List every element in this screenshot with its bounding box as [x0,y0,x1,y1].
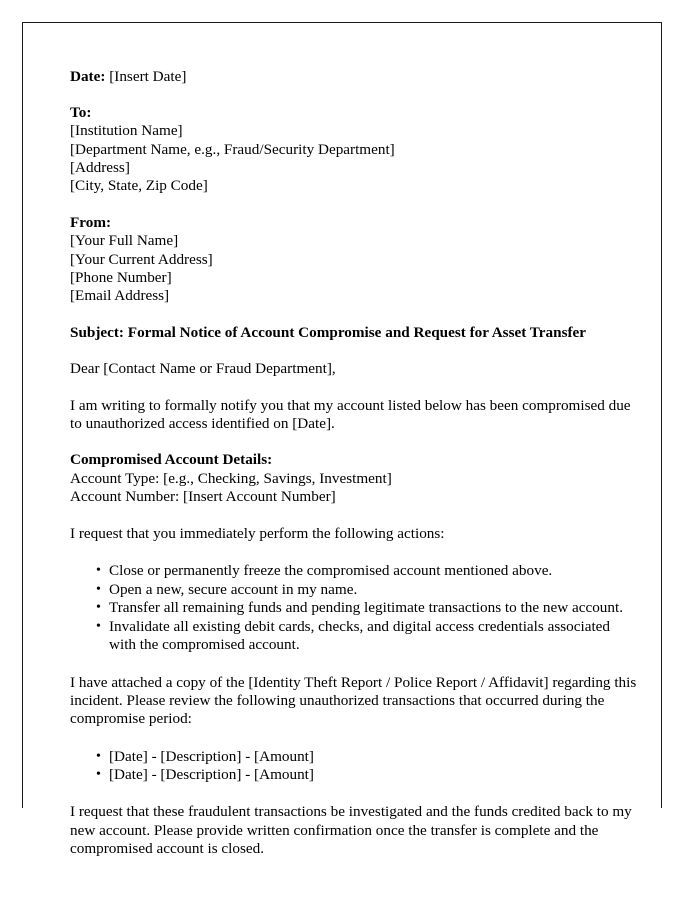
to-line-address: [Address] [70,158,130,176]
recipient-block [70,104,640,195]
from-line-email: [Email Address] [70,287,170,305]
spacer [70,86,640,104]
actions-intro-paragraph: I request that you immediately perform the following actions: [70,525,445,543]
spacer [70,433,640,451]
spacer [70,655,640,674]
spacer [70,784,640,803]
closing-paragraph: I request that these fraudulent transactions be investigated and the funds credited back to my new account. Please provide written confirmation once the transfer is complete and the compromised account is closed. [70,803,632,857]
requested-actions-list [70,562,640,654]
spacer [70,379,640,397]
to-line-department: [Department Name, e.g., Fraud/Security Department] [70,140,395,158]
salutation: Dear [Contact Name or Fraud Department], [70,360,336,378]
to-line-city-state-zip: [City, State, Zip Code] [70,177,208,195]
account-type-line: Account Type: [e.g., Checking, Savings, Investment] [70,469,392,487]
list-item: • [Date] - [Description] - [Amount] [109,748,640,766]
list-item: • Invalidate all existing debit cards, checks, and digital access credentials associated with the compromised account. [109,618,640,655]
account-number-line: Account Number: [Insert Account Number] [70,487,336,505]
spacer [70,729,640,748]
attachment-paragraph: I have attached a copy of the [Identity Theft Report / Police Report / Affidavit] regarding this incident. Please review the following unauthorized transactions that occurred during the compromise period: [70,673,637,728]
from-line-name: [Your Full Name] [70,232,179,250]
date-line [70,68,640,86]
sender-block [70,214,640,305]
opening-paragraph: I am writing to formally notify you that my account listed below has been compromised due to unauthorized access identified on [Date]. [70,396,631,433]
unauthorized-transactions-list [70,748,640,784]
list-item: • [Date] - [Description] - [Amount] [109,766,640,784]
letter-body [70,68,640,858]
list-item: • Transfer all remaining funds and pending legitimate transactions to the new account. [109,599,640,617]
spacer [70,342,640,360]
document-page-frame [22,22,662,857]
date-value: [Insert Date] [109,68,187,85]
date-label: Date: [70,68,106,85]
account-details-heading: Compromised Account Details: [70,451,273,469]
to-line-institution: [Institution Name] [70,122,183,140]
spacer [70,195,640,214]
list-item: • Close or permanently freeze the compromised account mentioned above. [109,562,640,580]
from-label: From: [70,214,112,232]
account-details-block [70,451,640,506]
from-line-address: [Your Current Address] [70,250,213,268]
spacer [70,305,640,324]
subject-line: Subject: Formal Notice of Account Compromise and Request for Asset Transfer [70,324,587,342]
to-label: To: [70,104,92,122]
spacer [70,543,640,562]
from-line-phone: [Phone Number] [70,268,172,286]
spacer [70,506,640,525]
list-item: • Open a new, secure account in my name. [109,581,640,599]
